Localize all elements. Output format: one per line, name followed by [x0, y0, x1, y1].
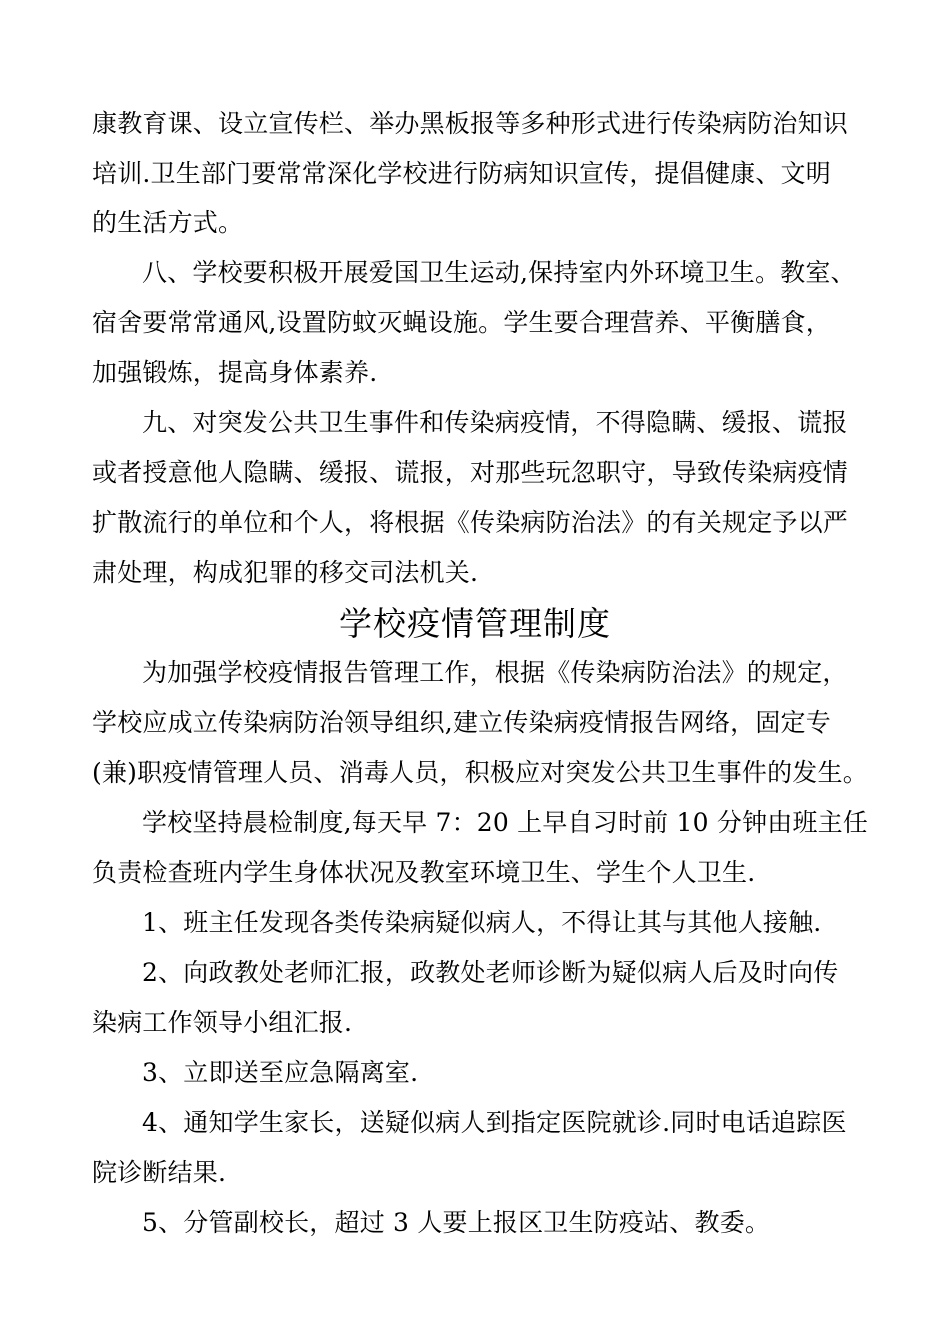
paragraph-line: 的生活方式。 — [92, 208, 244, 237]
paragraph-line: 八、学校要积极开展爱国卫生运动,保持室内外环境卫生。教室、 — [142, 258, 856, 287]
paragraph-line: 扩散流行的单位和个人，将根据《传染病防治法》的有关规定予以严 — [92, 508, 849, 537]
list-item: 1、班主任发现各类传染病疑似病人，不得让其与其他人接触. — [142, 908, 822, 937]
paragraph-line: 加强锻炼，提高身体素养. — [92, 358, 378, 387]
paragraph-line: 学校应成立传染病防治领导组织,建立传染病疫情报告网络，固定专 — [92, 708, 831, 737]
list-item: 4、通知学生家长，送疑似病人到指定医院就诊.同时电话追踪医 — [142, 1108, 847, 1137]
paragraph-line: 培训.卫生部门要常常深化学校进行防病知识宣传，提倡健康、文明 — [92, 159, 831, 188]
list-item-continuation: 院诊断结果. — [92, 1158, 227, 1187]
list-item-continuation: 染病工作领导小组汇报. — [92, 1008, 353, 1037]
paragraph-line: (兼)职疫情管理人员、消毒人员，积极应对突发公共卫生事件的发生。 — [92, 758, 868, 787]
paragraph-line: 九、对突发公共卫生事件和传染病疫情，不得隐瞒、缓报、谎报 — [142, 408, 848, 437]
paragraph-line: 为加强学校疫情报告管理工作，根据《传染病防治法》的规定， — [142, 658, 848, 687]
paragraph-line: 负责检查班内学生身体状况及教室环境卫生、学生个人卫生. — [92, 858, 756, 887]
section-title: 学校疫情管理制度 — [339, 604, 611, 643]
paragraph-line: 肃处理，构成犯罪的移交司法机关. — [92, 558, 479, 587]
paragraph-line: 康教育课、设立宣传栏、举办黑板报等多种形式进行传染病防治知识 — [92, 109, 849, 138]
list-item: 5、分管副校长，超过 3 人要上报区卫生防疫站、教委。 — [142, 1208, 771, 1237]
list-item: 3、立即送至应急隔离室. — [142, 1058, 419, 1087]
paragraph-line: 或者授意他人隐瞒、缓报、谎报，对那些玩忽职守，导致传染病疫情 — [92, 458, 849, 487]
paragraph-line: 宿舍要常常通风,设置防蚊灭蝇设施。学生要合理营养、平衡膳食， — [92, 308, 831, 337]
list-item: 2、向政教处老师汇报，政教处老师诊断为疑似病人后及时向传 — [142, 958, 839, 987]
paragraph-line: 学校坚持晨检制度,每天早 7：20 上早自习时前 10 分钟由班主任 — [142, 808, 869, 837]
